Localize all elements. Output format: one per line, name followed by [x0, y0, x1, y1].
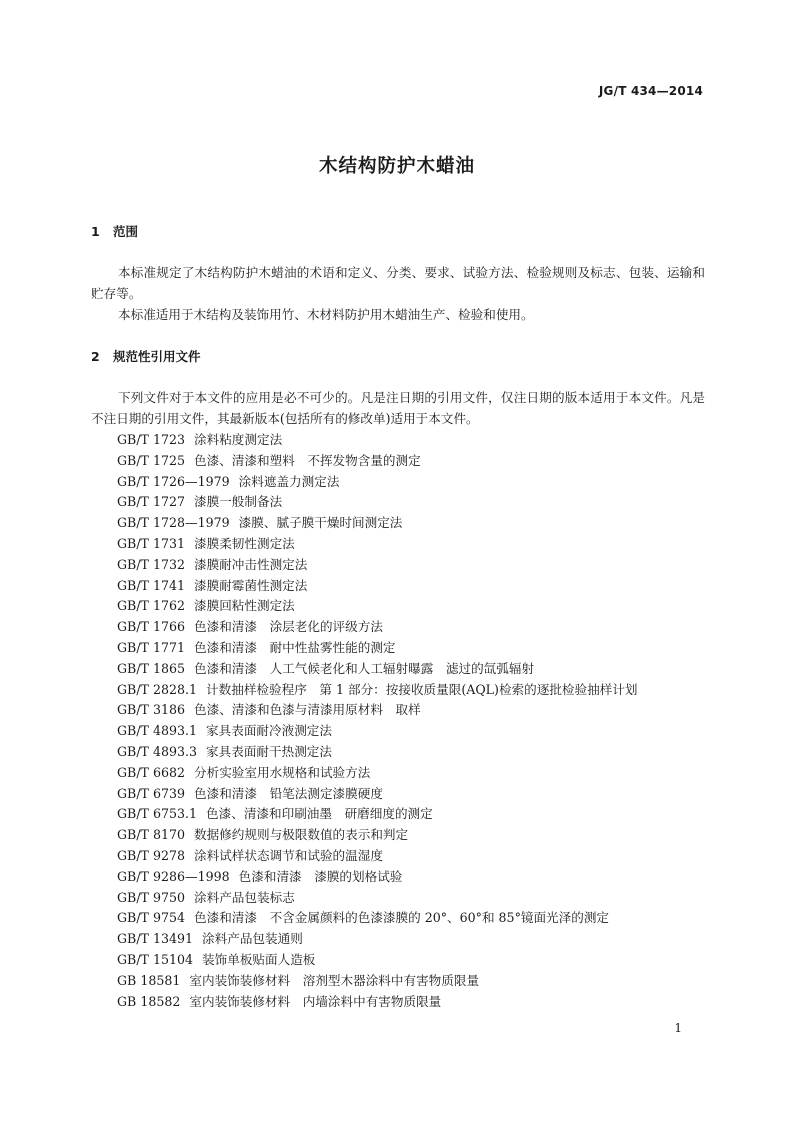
reference-code: GB/T 1771: [117, 639, 186, 655]
reference-code: GB/T 6753.1: [117, 806, 198, 822]
reference-title: 色漆和清漆 涂层老化的评级方法: [194, 619, 383, 635]
reference-item: [117, 680, 707, 701]
scope-paragraph-2: 本标准适用于木结构及装饰用竹、木材料防护用木蜡油生产、检验和使用。: [118, 307, 534, 322]
scope-paragraph-1: 本标准规定了木结构防护木蜡油的术语和定义、分类、要求、试验方法、检验规则及标志、包装、运输和贮存等。: [91, 265, 705, 301]
reference-code: GB/T 4893.1: [117, 723, 198, 739]
reference-code: GB/T 6739: [117, 785, 186, 801]
reference-code: GB/T 1726—1979: [117, 473, 230, 489]
reference-item: [117, 472, 707, 493]
reference-title: 家具表面耐冷液测定法: [206, 723, 332, 739]
reference-item: [117, 992, 707, 1013]
reference-code: GB/T 1723: [117, 432, 186, 447]
reference-item: [117, 596, 707, 617]
reference-code: GB/T 9750: [117, 889, 186, 905]
reference-title: 室内装饰装修材料 内墙涂料中有害物质限量: [189, 993, 442, 1009]
reference-title: 装饰单板贴面人造板: [202, 951, 316, 967]
reference-item: [117, 867, 707, 888]
reference-code: GB/T 1766: [117, 619, 186, 635]
reference-code: GB/T 1865: [117, 660, 186, 676]
reference-title: 涂料产品包装通则: [202, 931, 303, 947]
reference-code: GB/T 1732: [117, 556, 186, 572]
reference-item: [117, 617, 707, 638]
reference-item: [117, 700, 707, 721]
reference-code: GB/T 1731: [117, 535, 186, 551]
reference-code: GB/T 1762: [117, 598, 186, 614]
reference-code: GB/T 8170: [117, 827, 186, 843]
reference-title: 分析实验室用水规格和试验方法: [194, 764, 371, 780]
reference-title: 数据修约规则与极限数值的表示和判定: [194, 827, 409, 843]
reference-title: 色漆、清漆和印刷油墨 研磨细度的测定: [206, 806, 433, 822]
reference-code: GB/T 13491: [117, 931, 194, 947]
reference-title: 漆膜柔韧性测定法: [194, 535, 295, 551]
reference-item: [117, 950, 707, 971]
reference-title: 色漆和清漆 耐中性盐雾性能的测定: [194, 639, 396, 655]
section-heading-scope: [91, 222, 138, 240]
section-title: 范围: [113, 224, 139, 239]
reference-item: [117, 929, 707, 950]
reference-title: 漆膜、腻子膜干燥时间测定法: [238, 515, 403, 531]
reference-code: GB/T 1725: [117, 452, 186, 468]
reference-item: [117, 659, 707, 680]
reference-title: 涂料试样状态调节和试验的温湿度: [194, 847, 383, 863]
reference-title: 色漆、清漆和塑料 不挥发物含量的测定: [194, 452, 421, 468]
reference-title: 计数抽样检验程序 第 1 部分：按接收质量限(AQL)检索的逐批检验抽样计划: [206, 681, 638, 697]
section-number: 1: [91, 224, 100, 239]
reference-list: [117, 430, 707, 1012]
reference-code: GB/T 4893.3: [117, 743, 198, 759]
reference-code: GB/T 15104: [117, 951, 194, 967]
reference-item: [117, 825, 707, 846]
reference-title: 室内装饰装修材料 溶剂型木器涂料中有害物质限量: [189, 972, 480, 988]
reference-title: 色漆和清漆 不含金属颜料的色漆漆膜的 20°、60°和 85°镜面光泽的测定: [194, 910, 610, 926]
reference-item: [117, 721, 707, 742]
reference-title: 漆膜耐冲击性测定法: [194, 556, 308, 572]
section-title: 规范性引用文件: [113, 349, 201, 364]
reference-code: GB 18581: [117, 972, 181, 988]
reference-code: GB/T 3186: [117, 702, 186, 718]
reference-title: 色漆和清漆 铅笔法测定漆膜硬度: [194, 785, 383, 801]
reference-title: 涂料产品包装标志: [194, 889, 295, 905]
page-number: 1: [674, 1021, 682, 1035]
reference-title: 漆膜回粘性测定法: [194, 598, 295, 614]
reference-item: [117, 742, 707, 763]
reference-code: GB/T 6682: [117, 764, 186, 780]
references-intro-paragraph: 下列文件对于本文件的应用是必不可少的。凡是注日期的引用文件，仅注日期的版本适用于本文件。凡是不注日期的引用文件，其最新版本(包括所有的修改单)适用于本文件。: [91, 390, 705, 426]
reference-item: [117, 638, 707, 659]
reference-code: GB 18582: [117, 993, 181, 1009]
reference-code: GB/T 1741: [117, 577, 186, 593]
reference-code: GB/T 9278: [117, 847, 186, 863]
reference-code: GB/T 9286—1998: [117, 868, 230, 884]
reference-item: [117, 784, 707, 805]
standard-number: JG/T 434—2014: [598, 84, 703, 98]
reference-title: 家具表面耐干热测定法: [206, 743, 332, 759]
reference-item: [117, 513, 707, 534]
reference-item: [117, 576, 707, 597]
reference-item: [117, 451, 707, 472]
section-heading-normative-references: [91, 347, 201, 365]
reference-item: [117, 846, 707, 867]
reference-item: [117, 534, 707, 555]
reference-item: [117, 908, 707, 929]
reference-item: [117, 555, 707, 576]
reference-title: 漆膜耐霉菌性测定法: [194, 577, 308, 593]
reference-title: 色漆、清漆和色漆与清漆用原材料 取样: [194, 702, 421, 718]
reference-code: GB/T 1727: [117, 494, 186, 510]
section-number: 2: [91, 349, 100, 364]
reference-title: 涂料粘度测定法: [194, 432, 283, 447]
reference-title: 色漆和清漆 漆膜的划格试验: [238, 868, 403, 884]
reference-item: [117, 492, 707, 513]
reference-title: 色漆和清漆 人工气候老化和人工辐射曝露 滤过的氙弧辐射: [194, 660, 535, 676]
reference-item: [117, 971, 707, 992]
reference-item: [117, 430, 707, 451]
reference-code: GB/T 2828.1: [117, 681, 198, 697]
reference-item: [117, 888, 707, 909]
reference-code: GB/T 1728—1979: [117, 515, 230, 531]
reference-code: GB/T 9754: [117, 910, 186, 926]
reference-title: 涂料遮盖力测定法: [238, 473, 340, 489]
document-title: 木结构防护木蜡油: [318, 156, 475, 177]
reference-item: [117, 804, 707, 825]
reference-title: 漆膜一般制备法: [194, 494, 283, 510]
reference-item: [117, 763, 707, 784]
